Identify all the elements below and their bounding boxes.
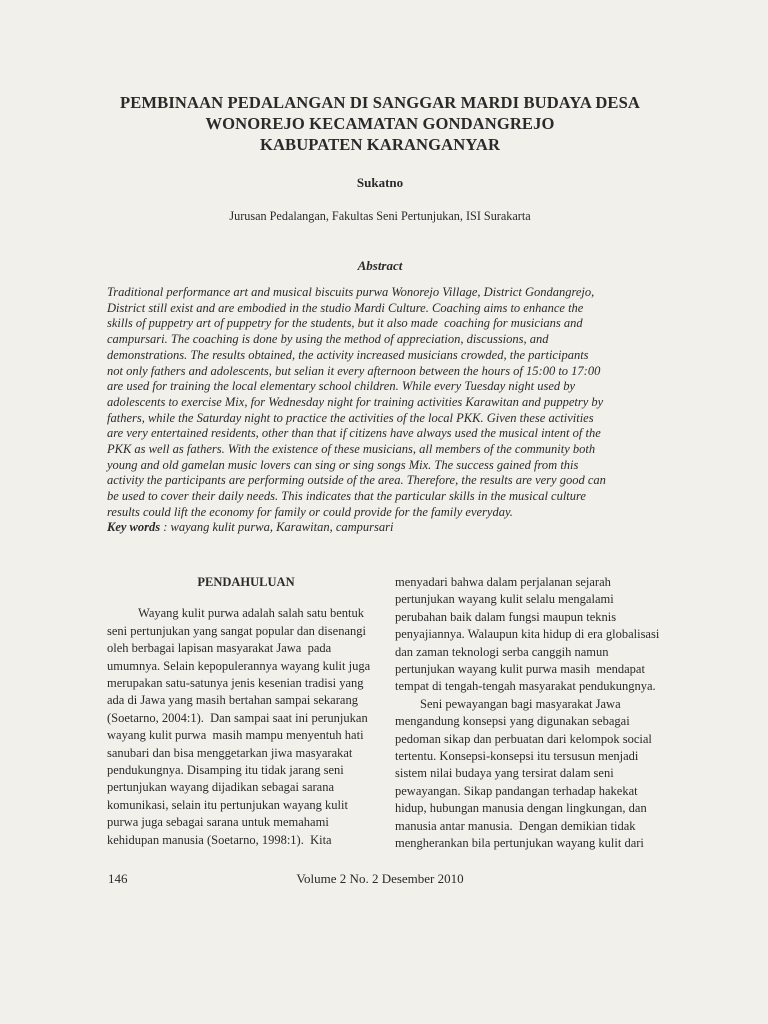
- left-column-text: [107, 605, 385, 849]
- abstract-line: campursari. The coaching is done by using the method of appreciation, discussions, and: [107, 332, 549, 347]
- abstract-line: be used to cover their daily needs. This indicates that the particular skills in the musical culture: [107, 489, 586, 504]
- abstract-line: not only fathers and adolescents, but selian it every afternoon between the hours of 15:00 to 17:00: [107, 363, 601, 378]
- page-number: 146: [108, 871, 128, 886]
- keywords: [107, 520, 667, 535]
- body-text-line: komunikasi, selain itu pertunjukan wayang kulit: [107, 797, 348, 812]
- left-column: [107, 574, 385, 849]
- body-text-line: manusia antar manusia. Dengan demikian tidak: [395, 818, 636, 833]
- abstract-line: skills of puppetry art of puppetry for the students, but it also made coaching for musicians and: [107, 316, 583, 331]
- author-affiliation: Jurusan Pedalangan, Fakultas Seni Pertunjukan, ISI Surakarta: [229, 209, 531, 223]
- body-text-line: kehidupan manusia (Soetarno, 1998:1). Kita: [107, 832, 332, 847]
- article-title: [100, 92, 660, 155]
- body-text-line: tempat di tengah-tengah masyarakat pendukungnya.: [395, 679, 656, 694]
- author-name: Sukatno: [356, 175, 404, 190]
- body-text-line: (Soetarno, 2004:1). Dan sampai saat ini perunjukan: [107, 710, 368, 725]
- keywords-text: : wayang kulit purwa, Karawitan, campursari: [160, 520, 394, 534]
- body-text-line: pertunjukan wayang kulit selalu mengalami: [395, 592, 614, 607]
- body-text-line: penyajiannya. Walaupun kita hidup di era globalisasi: [395, 627, 660, 642]
- body-text-line: menyadari bahwa dalam perjalanan sejarah: [395, 575, 611, 589]
- body-text-line: pertunjukan wayang kulit purwa masih mendapat: [395, 662, 645, 677]
- abstract-line: results could lift the economy for family or could provide for the family everyday.: [107, 504, 513, 519]
- body-text-line: seni pertunjukan yang sangat popular dan disenangi: [107, 623, 366, 638]
- journal-volume: Volume 2 No. 2 Desember 2010: [296, 871, 464, 886]
- body-text-line: umumnya. Selain kepopulerannya wayang kulit juga: [107, 658, 371, 673]
- body-text-line: pewayangan. Sikap pandangan terhadap hakekat: [395, 783, 638, 798]
- body-text-line: oleh berbagai lapisan masyarakat Jawa pada: [107, 641, 332, 656]
- title-line: WONOREJO KECAMATAN GONDANGREJO: [205, 114, 555, 133]
- body-text-line: perubahan baik dalam fungsi maupun teknis: [395, 609, 617, 624]
- title-line: PEMBINAAN PEDALANGAN DI SANGGAR MARDI BUDAYA DESA: [120, 93, 640, 112]
- body-text-line: ada di Jawa yang masih bertahan sampai sekarang: [107, 693, 358, 708]
- body-text-line: Seni pewayangan bagi masyarakat Jawa: [395, 696, 621, 711]
- body-text-line: pertunjukan wayang dijadikan sebagai sarana: [107, 780, 334, 795]
- abstract-line: Traditional performance art and musical biscuits purwa Wonorejo Village, District Gondangrejo,: [107, 285, 595, 299]
- abstract-line: young and old gamelan music lovers can sing or sing songs Mix. The success gained from this: [107, 457, 579, 472]
- abstract-line: fathers, while the Saturday night to practice the activities of the local PKK. Given these activities: [107, 410, 594, 425]
- body-text-line: pedoman sikap dan perbuatan dari kelompok social: [395, 731, 652, 746]
- abstract-heading: Abstract: [357, 258, 403, 273]
- body-text-line: merupakan satu-satunya jenis kesenian tradisi yang: [107, 676, 364, 691]
- body-text-line: hidup, hubungan manusia dengan lingkungan, dan: [395, 801, 647, 816]
- abstract-body: [107, 285, 667, 521]
- title-line: KABUPATEN KARANGANYAR: [259, 135, 501, 154]
- body-text-line: pendukungnya. Disamping itu tidak jarang seni: [107, 763, 344, 778]
- abstract-line: are very entertained residents, other than that if citizens have always used the musical intent of the: [107, 426, 601, 441]
- body-text-line: Wayang kulit purwa adalah salah satu bentuk: [107, 606, 365, 621]
- body-text-line: sanubari dan bisa menggetarkan jiwa masyarakat: [107, 745, 353, 760]
- body-text-line: mengherankan bila pertunjukan wayang kulit dari: [395, 836, 644, 851]
- body-text-line: mengandung konsepsi yang digunakan sebagai: [395, 714, 630, 729]
- body-text-line: dan zaman teknologi serba canggih namun: [395, 644, 609, 659]
- right-column-text: [395, 574, 673, 853]
- abstract-line: PKK as well as fathers. With the existence of these musicians, all members of the community both: [107, 442, 596, 457]
- abstract-line: are used for training the local elementary school children. While every Tuesday night used by: [107, 379, 576, 394]
- abstract-line: adolescents to exercise Mix, for Wednesday night for training activities Karawitan and puppetry by: [107, 394, 604, 409]
- keywords-label: Key words: [107, 520, 161, 534]
- body-text-line: purwa juga sebagai sarana untuk memahami: [107, 815, 329, 830]
- body-text-line: tertentu. Konsepsi-konsepsi itu tersusun menjadi: [395, 749, 639, 764]
- abstract-line: activity the participants are performing outside of the area. Therefore, the results are very good can: [107, 473, 606, 488]
- abstract-line: District still exist and are embodied in the studio Mardi Culture. Coaching aims to enhance the: [107, 300, 584, 315]
- body-text-line: wayang kulit purwa masih mampu menyentuh hati: [107, 728, 364, 743]
- right-column: [395, 574, 673, 853]
- section-heading: PENDAHULUAN: [197, 575, 295, 589]
- body-text-line: sistem nilai budaya yang tersirat dalam seni: [395, 766, 614, 781]
- abstract-line: demonstrations. The results obtained, the activity increased musicians crowded, the participants: [107, 347, 589, 362]
